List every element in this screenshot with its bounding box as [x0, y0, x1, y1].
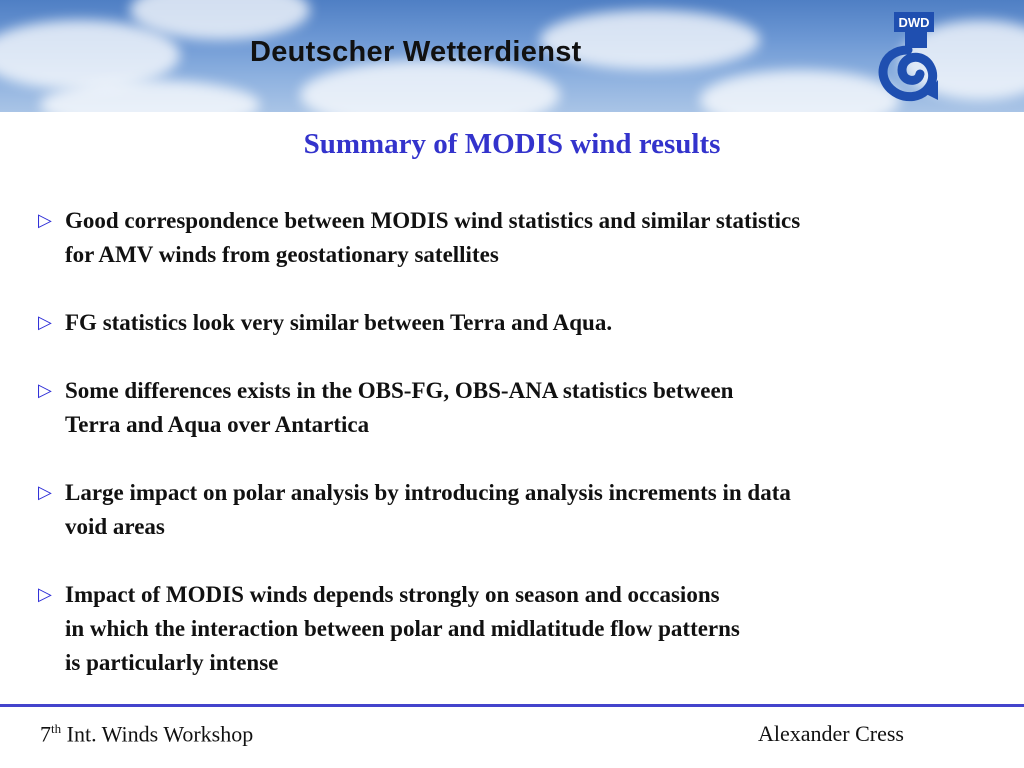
triangle-bullet-icon: ▷: [38, 380, 52, 401]
slide-title: Summary of MODIS wind results: [303, 128, 721, 160]
bullet-text: void areas: [65, 514, 165, 539]
bullet-text: Terra and Aqua over Antartica: [65, 412, 370, 437]
header-banner: [0, 0, 1024, 112]
bullet-item: [38, 476, 998, 544]
organization-name: Deutscher Wetterdienst: [250, 36, 582, 68]
bullet-text: Some differences exists in the OBS-FG, OBS-ANA statistics between: [65, 378, 734, 403]
bullet-text: Large impact on polar analysis by introducing analysis increments in data: [65, 480, 791, 505]
event-name: Int. Winds Workshop: [61, 721, 254, 747]
bullet-item: [38, 306, 998, 340]
triangle-bullet-icon: ▷: [38, 210, 52, 231]
bullet-text: for AMV winds from geostationary satellites: [65, 242, 499, 267]
bullet-item: [38, 204, 998, 272]
triangle-bullet-icon: ▷: [38, 482, 52, 503]
logo-text: DWD: [898, 15, 930, 30]
bullet-text: Impact of MODIS winds depends strongly on season and occasions: [65, 582, 720, 607]
bullet-text: FG statistics look very similar between Terra and Aqua.: [65, 310, 613, 335]
bullet-list: [38, 204, 998, 714]
triangle-bullet-icon: ▷: [38, 584, 52, 605]
bullet-text: is particularly intense: [65, 650, 279, 675]
bullet-text: in which the interaction between polar and midlatitude flow patterns: [65, 616, 740, 641]
bullet-item: [38, 374, 998, 442]
footer-event: [40, 721, 253, 747]
footer-divider: [0, 704, 1024, 707]
triangle-bullet-icon: ▷: [38, 312, 52, 333]
footer-author: Alexander Cress: [757, 721, 904, 746]
event-suffix: th: [51, 721, 62, 736]
bullet-text: Good correspondence between MODIS wind statistics and similar statistics: [65, 208, 801, 233]
dwd-logo-icon: [868, 10, 946, 102]
bullet-item: [38, 578, 998, 680]
event-number: 7: [40, 721, 51, 747]
